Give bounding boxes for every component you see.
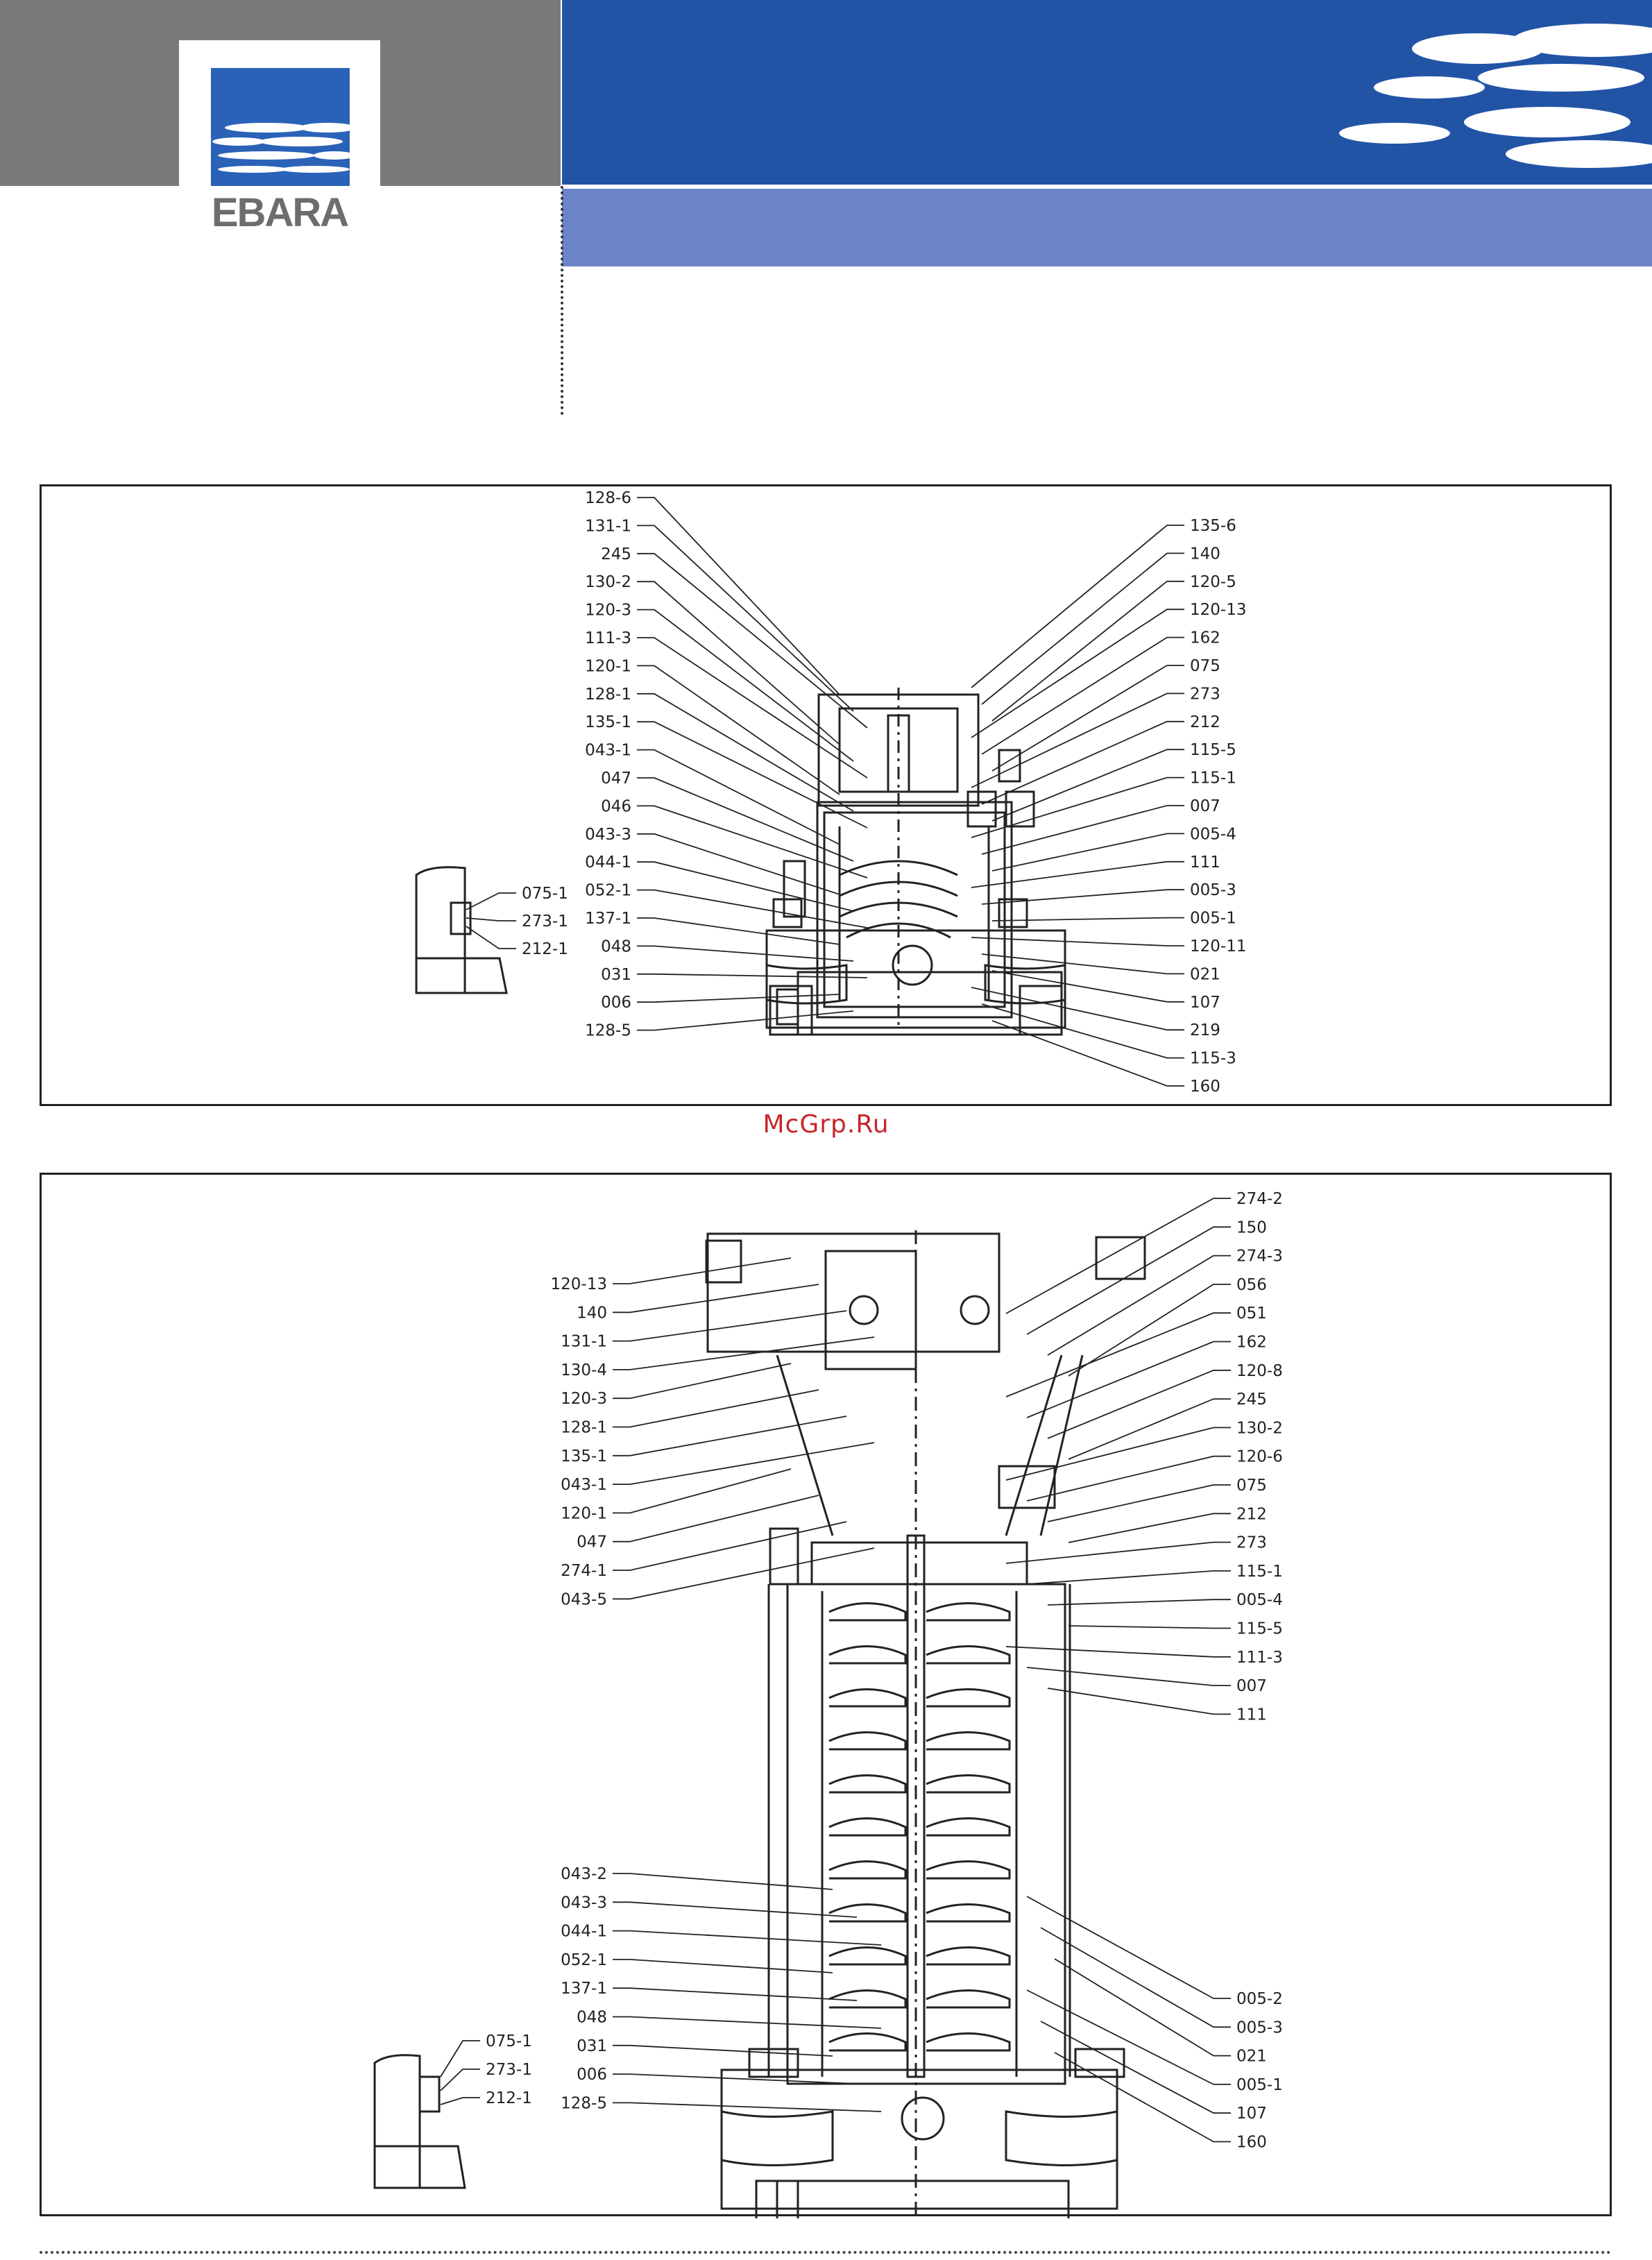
part-label: 245 (1236, 1391, 1267, 1409)
part-label: 120-13 (1190, 601, 1247, 620)
part-label: 128-5 (585, 1021, 631, 1040)
part-label: 131-1 (585, 517, 631, 536)
leader-line (992, 665, 1184, 771)
impeller-stage-icon (926, 1690, 1010, 1707)
impeller-stage-icon (829, 1948, 905, 1965)
part-label: 162 (1236, 1333, 1267, 1352)
part-label: 007 (1190, 797, 1220, 815)
part-label: 111-3 (1236, 1648, 1283, 1667)
leader-line (992, 749, 1184, 821)
leader-line (466, 926, 516, 949)
part-label: 162 (1190, 629, 1220, 647)
impeller-stage-icon (829, 1604, 905, 1621)
part-label: 120-5 (1190, 572, 1236, 591)
part-label: 140 (577, 1304, 607, 1323)
leader-line (441, 2098, 480, 2105)
part-label: 005-3 (1190, 881, 1236, 900)
leader-line (971, 987, 1184, 1030)
leader-line (466, 918, 516, 921)
watermark-text: McGrp.Ru (763, 1110, 889, 1139)
part-label: 273 (1236, 1533, 1267, 1552)
part-label: 111 (1190, 853, 1220, 872)
leader-line (637, 946, 853, 961)
header-light-band (562, 189, 1652, 266)
leader-line (637, 694, 853, 811)
part-label: 140 (1190, 545, 1220, 563)
part-label: 274-2 (1236, 1190, 1283, 1208)
leader-line (1006, 1198, 1231, 1314)
part-label: 137-1 (561, 1980, 607, 1998)
leader-line (1055, 2053, 1231, 2142)
part-label: 120-13 (550, 1275, 607, 1293)
pump-sectional-drawing-1 (42, 486, 1614, 1108)
part-label: 212-1 (522, 940, 568, 958)
part-label: 150 (1236, 1218, 1267, 1237)
leader-line (466, 893, 516, 910)
part-label: 128-5 (561, 2094, 607, 2113)
part-label: 130-2 (585, 573, 631, 592)
leader-line (992, 918, 1184, 921)
impeller-stage-icon (926, 1819, 1010, 1836)
leader-line (613, 1902, 857, 1917)
leader-line (1068, 1626, 1231, 1629)
part-label: 128-6 (585, 489, 631, 507)
part-label: 031 (601, 965, 631, 984)
leader-line (1048, 1688, 1231, 1714)
part-label: 137-1 (585, 910, 631, 928)
leader-line (1068, 1513, 1231, 1543)
part-label: 075-1 (522, 885, 568, 903)
leader-line (637, 890, 867, 928)
impeller-stage-icon (926, 1862, 1010, 1879)
leader-line (637, 638, 867, 778)
part-label: 048 (577, 2008, 607, 2027)
leader-line (613, 1960, 833, 1973)
part-label: 043-2 (561, 1865, 607, 1883)
part-label: 128-1 (561, 1418, 607, 1437)
part-label: 046 (601, 797, 631, 816)
impeller-stage-icon (926, 1991, 1010, 2008)
part-label: 115-1 (1236, 1562, 1283, 1581)
impeller-stage-icon (829, 1733, 905, 1750)
part-label: 044-1 (561, 1922, 607, 1941)
leader-line (613, 2017, 881, 2029)
leader-line (1027, 1571, 1231, 1584)
leader-line (637, 974, 867, 978)
part-label: 043-1 (585, 741, 631, 760)
leader-line (613, 2074, 857, 2084)
part-label: 120-1 (585, 657, 631, 676)
leader-line (637, 525, 853, 711)
part-label: 111-3 (585, 629, 631, 647)
part-label: 005-4 (1236, 1591, 1283, 1610)
leader-line (971, 862, 1184, 887)
vertical-dotted-divider (561, 186, 563, 415)
impeller-stage-icon (926, 2034, 1010, 2051)
part-label: 212 (1236, 1505, 1267, 1524)
part-label: 052-1 (561, 1951, 607, 1969)
part-label: 111 (1236, 1706, 1267, 1724)
leader-line (613, 1284, 819, 1312)
impeller-stage-icon (829, 1647, 905, 1664)
header-blue-band (562, 0, 1652, 185)
leader-line (1048, 1256, 1231, 1355)
leader-line (613, 1416, 846, 1456)
part-label: 107 (1236, 2105, 1267, 2123)
part-label: 031 (577, 2037, 607, 2055)
impeller-stage-icon (926, 1604, 1010, 1621)
leader-line (971, 525, 1184, 688)
part-label: 043-3 (585, 825, 631, 844)
part-label: 120-3 (585, 601, 631, 620)
leader-line (637, 665, 840, 795)
part-label: 056 (1236, 1275, 1267, 1294)
part-label: 005-1 (1236, 2075, 1283, 2094)
impeller-stage-icon (926, 1905, 1010, 1922)
impeller-stage-icon (829, 1690, 905, 1707)
leader-line (1027, 1896, 1231, 1998)
leader-line (613, 2102, 881, 2112)
part-label: 115-1 (1190, 769, 1236, 788)
part-label: 021 (1190, 965, 1220, 984)
leader-line (1055, 1959, 1231, 2056)
part-label: 135-1 (585, 713, 631, 732)
leader-line (971, 609, 1184, 738)
part-label: 051 (1236, 1305, 1267, 1323)
impeller-stage-icon (926, 1948, 1010, 1965)
part-label: 273 (1190, 685, 1220, 704)
pump-sectional-drawing-2 (42, 1175, 1614, 2218)
part-label: 120-3 (561, 1390, 607, 1409)
part-label: 115-5 (1236, 1620, 1283, 1638)
part-label: 130-2 (1236, 1419, 1283, 1438)
leader-line (992, 1021, 1184, 1086)
leader-line (982, 638, 1184, 754)
logo-wave-icon (211, 68, 350, 186)
part-label: 043-1 (561, 1476, 607, 1495)
part-label: 273-1 (486, 2061, 532, 2079)
leader-line (982, 553, 1184, 704)
part-label: 043-3 (561, 1894, 607, 1912)
part-label: 005-2 (1236, 1990, 1283, 2008)
part-label: 128-1 (585, 685, 631, 704)
impeller-stage-icon (926, 1776, 1010, 1793)
brand-logo (179, 40, 380, 235)
leader-line (1006, 1647, 1231, 1657)
leader-line (992, 581, 1184, 721)
leader-line (613, 1311, 846, 1341)
leader-line (613, 1548, 874, 1599)
part-label: 160 (1236, 2133, 1267, 2152)
impeller-stage-icon (829, 1991, 905, 2008)
impeller-stage-icon (829, 1819, 905, 1836)
part-label: 115-5 (1190, 741, 1236, 760)
part-label: 135-6 (1190, 517, 1236, 535)
part-label: 005-4 (1190, 825, 1236, 844)
part-label: 219 (1190, 1021, 1220, 1040)
part-label: 044-1 (585, 853, 631, 872)
part-label: 075 (1190, 657, 1220, 675)
part-label: 006 (577, 2066, 607, 2084)
leader-line (1006, 1313, 1231, 1397)
part-label: 135-1 (561, 1447, 607, 1465)
impeller-stage-icon (829, 1776, 905, 1793)
part-label: 005-1 (1190, 909, 1236, 928)
leader-line (971, 937, 1184, 946)
leader-line (613, 1874, 833, 1889)
leader-line (637, 498, 840, 695)
leader-line (1048, 1370, 1231, 1438)
leader-line (637, 778, 853, 861)
part-label: 274-3 (1236, 1247, 1283, 1266)
leader-line (1006, 1427, 1231, 1480)
leader-line (1027, 1342, 1231, 1418)
part-label: 005-3 (1236, 2019, 1283, 2037)
impeller-stage-icon (926, 1647, 1010, 1664)
part-label: 130-4 (561, 1361, 607, 1379)
leader-line (637, 862, 853, 911)
part-label: 047 (601, 770, 631, 788)
leader-line (441, 2069, 480, 2091)
impeller-stage-icon (829, 2034, 905, 2051)
part-label: 120-1 (561, 1504, 607, 1523)
leader-line (613, 1988, 857, 2000)
leader-line (992, 833, 1184, 871)
diagram-panel-1 (40, 484, 1612, 1106)
part-label: 006 (601, 994, 631, 1012)
part-label: 120-8 (1236, 1361, 1283, 1380)
impeller-stage-icon (829, 1862, 905, 1879)
bottom-dotted-rule (40, 2251, 1612, 2254)
part-label: 075-1 (486, 2032, 532, 2050)
leader-line (613, 1258, 791, 1284)
part-label: 212 (1190, 713, 1220, 731)
leader-line (613, 2046, 833, 2056)
leader-line (613, 1443, 874, 1484)
leader-line (613, 1931, 881, 1945)
part-label: 052-1 (585, 881, 631, 900)
part-label: 115-3 (1190, 1049, 1236, 1068)
logo-text: EBARA (211, 190, 348, 235)
part-label: 131-1 (561, 1332, 607, 1351)
part-label: 107 (1190, 993, 1220, 1012)
part-label: 048 (601, 937, 631, 956)
part-label: 245 (601, 545, 631, 563)
part-label: 212-1 (486, 2089, 532, 2107)
diagram-panel-2 (40, 1173, 1612, 2216)
part-label: 075 (1236, 1477, 1267, 1495)
part-label: 047 (577, 1533, 607, 1552)
leader-line (613, 1337, 874, 1370)
part-label: 120-6 (1236, 1447, 1283, 1466)
part-label: 043-5 (561, 1590, 607, 1609)
impeller-stage-icon (829, 1905, 905, 1922)
leader-line (613, 1469, 791, 1513)
part-label: 273-1 (522, 912, 568, 931)
part-label: 007 (1236, 1677, 1267, 1696)
leader-line (1048, 1599, 1231, 1605)
leader-line (637, 806, 867, 878)
part-label: 021 (1236, 2047, 1267, 2066)
leader-line (637, 610, 853, 761)
leader-line (1006, 1543, 1231, 1563)
impeller-stage-icon (926, 1733, 1010, 1750)
part-label: 160 (1190, 1078, 1220, 1096)
part-label: 274-1 (561, 1562, 607, 1580)
wave-decoration-icon (562, 0, 1652, 185)
leader-line (1027, 1667, 1231, 1685)
part-label: 120-11 (1190, 937, 1247, 955)
leader-line (637, 994, 840, 1002)
